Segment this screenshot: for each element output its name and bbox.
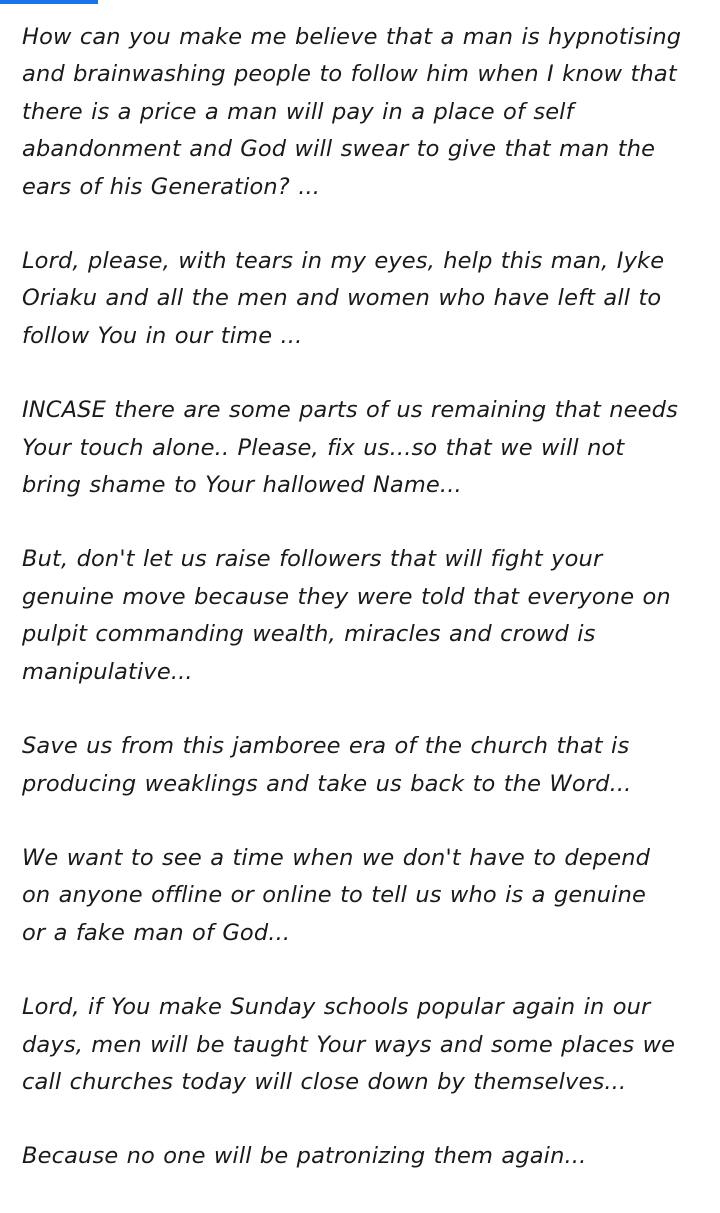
paragraph-2: [22, 243, 702, 355]
text-line: Your touch alone.. Please, fix us...so that we will not: [22, 434, 625, 461]
text-line: Save us from this jamboree era of the church that is: [22, 733, 630, 760]
text-line: producing weaklings and take us back to the Word...: [22, 770, 632, 797]
text-line: there is a price a man will pay in a place of self: [22, 98, 574, 125]
text-line: pulpit commanding wealth, miracles and crowd is: [22, 621, 596, 648]
text-line: on anyone offline or online to tell us who is a genuine: [22, 882, 646, 909]
text-line: bring shame to Your hallowed Name...: [22, 472, 462, 499]
text-line: call churches today will close down by themselves...: [22, 1068, 627, 1095]
text-line: Lord, please, with tears in my eyes, help this man, Iyke: [22, 248, 665, 275]
document-body: [22, 19, 702, 1213]
text-line: abandonment and God will swear to give that man the: [22, 136, 656, 163]
text-line: manipulative...: [22, 658, 193, 685]
text-line: But, don't let us raise followers that will fight your: [22, 546, 603, 573]
text-line: Lord, if You make Sunday schools popular again in our: [22, 994, 651, 1021]
paragraph-6: [22, 840, 702, 952]
text-line: How can you make me believe that a man is hypnotising: [22, 24, 682, 50]
text-line: genuine move because they were told that everyone on: [22, 583, 671, 610]
text-line: ears of his Generation? ...: [22, 173, 321, 200]
text-line: follow You in our time ...: [22, 322, 303, 349]
paragraph-3: [22, 392, 702, 504]
paragraph-7: [22, 989, 702, 1101]
text-line: days, men will be taught Your ways and some places we: [22, 1031, 676, 1058]
text-line: or a fake man of God...: [22, 919, 291, 946]
text-line: Oriaku and all the men and women who have left all to: [22, 285, 662, 312]
text-line: Because no one will be patronizing them again...: [22, 1143, 587, 1170]
paragraph-4: [22, 541, 702, 691]
paragraph-5: [22, 728, 702, 803]
text-line: We want to see a time when we don't have to depend: [22, 844, 651, 871]
paragraph-1: [22, 19, 702, 206]
paragraph-8: [22, 1138, 702, 1175]
text-line: INCASE there are some parts of us remaining that needs: [22, 397, 678, 424]
text-line: and brainwashing people to follow him when I know that: [22, 61, 677, 88]
top-accent-bar: [0, 0, 98, 4]
